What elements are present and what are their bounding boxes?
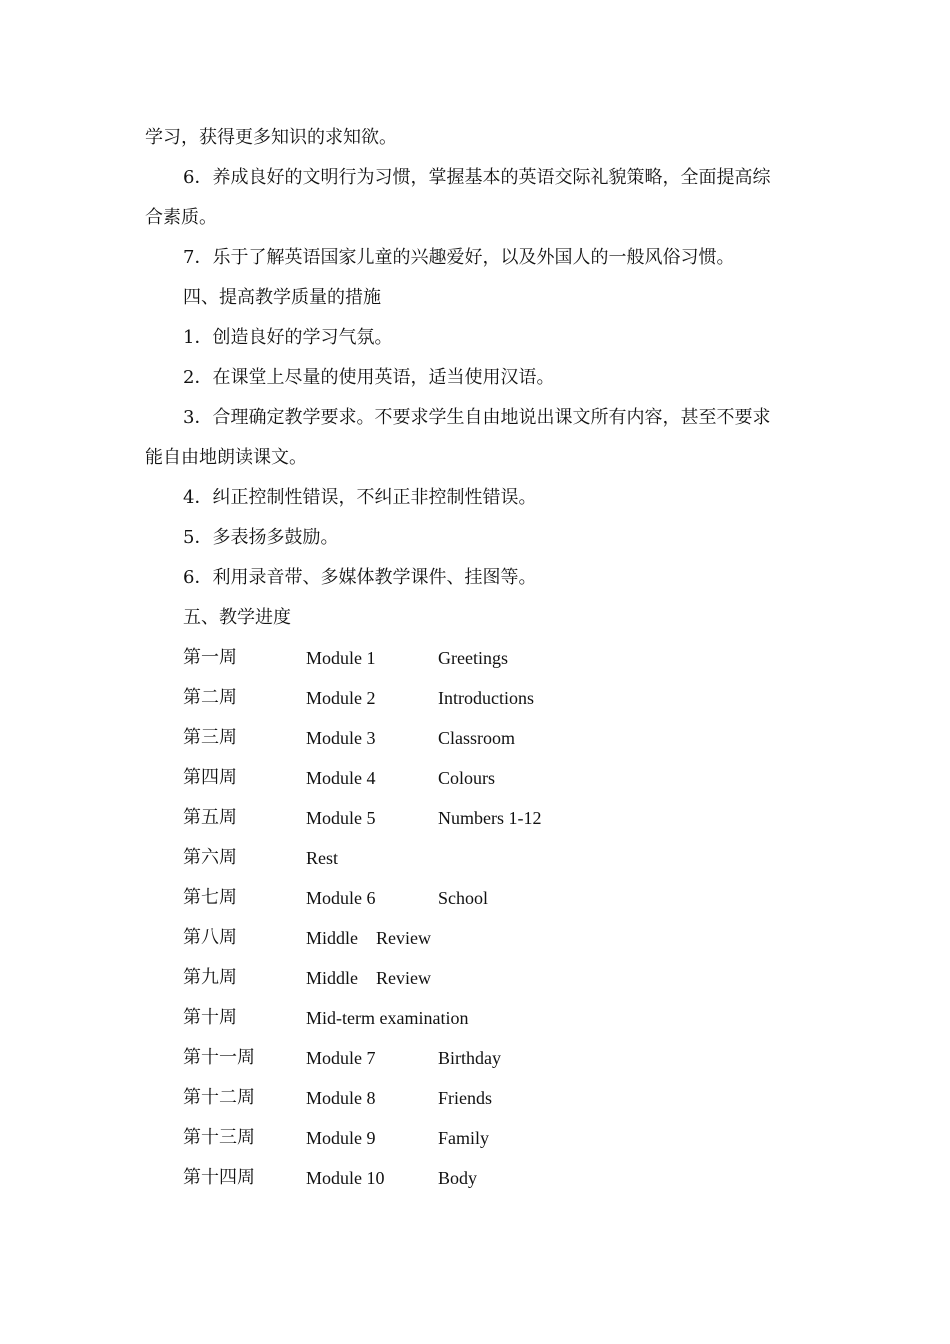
module-label: Module 4 xyxy=(306,768,376,788)
topic-label: Introductions xyxy=(438,688,534,708)
topic-label: Family xyxy=(438,1128,490,1148)
section-heading-schedule: 五、教学进度 xyxy=(183,607,291,628)
week-label: 第十周 xyxy=(183,1007,237,1028)
module-label: Mid-term examination xyxy=(306,1008,469,1028)
module-label: Module 3 xyxy=(306,728,376,748)
section-heading-measures: 四、提高教学质量的措施 xyxy=(183,287,381,308)
week-label: 第八周 xyxy=(183,927,237,948)
measure-item-3: 3．合理确定教学要求。不要求学生自由地说出课文所有内容，甚至不要求 xyxy=(183,407,771,428)
topic-label: Colours xyxy=(438,768,496,788)
topic-label: Greetings xyxy=(438,648,508,668)
measure-item-2: 2．在课堂上尽量的使用英语，适当使用汉语。 xyxy=(183,367,555,388)
topic-label: Birthday xyxy=(438,1048,501,1068)
goal-item-7: 7．乐于了解英语国家儿童的兴趣爱好，以及外国人的一般风俗习惯。 xyxy=(183,247,735,268)
topic-label: Numbers 1-12 xyxy=(438,808,542,828)
module-label: Middle Review xyxy=(306,928,431,948)
week-label: 第十四周 xyxy=(183,1167,255,1188)
week-label: 第六周 xyxy=(183,847,237,868)
week-label: 第二周 xyxy=(183,687,237,708)
module-label: Rest xyxy=(306,848,339,868)
goal-item-6: 6．养成良好的文明行为习惯，掌握基本的英语交际礼貌策略，全面提高综 xyxy=(183,167,771,188)
week-label: 第五周 xyxy=(183,807,237,828)
week-label: 第十一周 xyxy=(183,1047,255,1068)
paragraph-continuation: 学习，获得更多知识的求知欲。 xyxy=(145,127,397,148)
week-label: 第四周 xyxy=(183,767,237,788)
measure-item-1: 1．创造良好的学习气氛。 xyxy=(183,327,393,348)
module-label: Module 6 xyxy=(306,888,376,908)
measure-item-4: 4．纠正控制性错误，不纠正非控制性错误。 xyxy=(183,487,537,508)
measure-item-6: 6．利用录音带、多媒体教学课件、挂图等。 xyxy=(183,567,537,588)
week-label: 第十三周 xyxy=(183,1127,255,1148)
week-label: 第九周 xyxy=(183,967,237,988)
topic-label: School xyxy=(438,888,489,908)
module-label: Module 10 xyxy=(306,1168,385,1188)
week-label: 第三周 xyxy=(183,727,237,748)
topic-label: Friends xyxy=(438,1088,492,1108)
module-label: Module 9 xyxy=(306,1128,376,1148)
module-label: Module 5 xyxy=(306,808,376,828)
week-label: 第一周 xyxy=(183,647,237,668)
module-label: Module 1 xyxy=(306,648,376,668)
week-label: 第十二周 xyxy=(183,1087,255,1108)
measure-item-3-continuation: 能自由地朗读课文。 xyxy=(145,447,307,468)
measure-item-5: 5．多表扬多鼓励。 xyxy=(183,527,339,548)
module-label: Middle Review xyxy=(306,968,431,988)
module-label: Module 8 xyxy=(306,1088,376,1108)
week-label: 第七周 xyxy=(183,887,237,908)
module-label: Module 2 xyxy=(306,688,376,708)
goal-item-6-continuation: 合素质。 xyxy=(145,207,217,228)
topic-label: Classroom xyxy=(438,728,516,748)
topic-label: Body xyxy=(438,1168,478,1188)
module-label: Module 7 xyxy=(306,1048,376,1068)
